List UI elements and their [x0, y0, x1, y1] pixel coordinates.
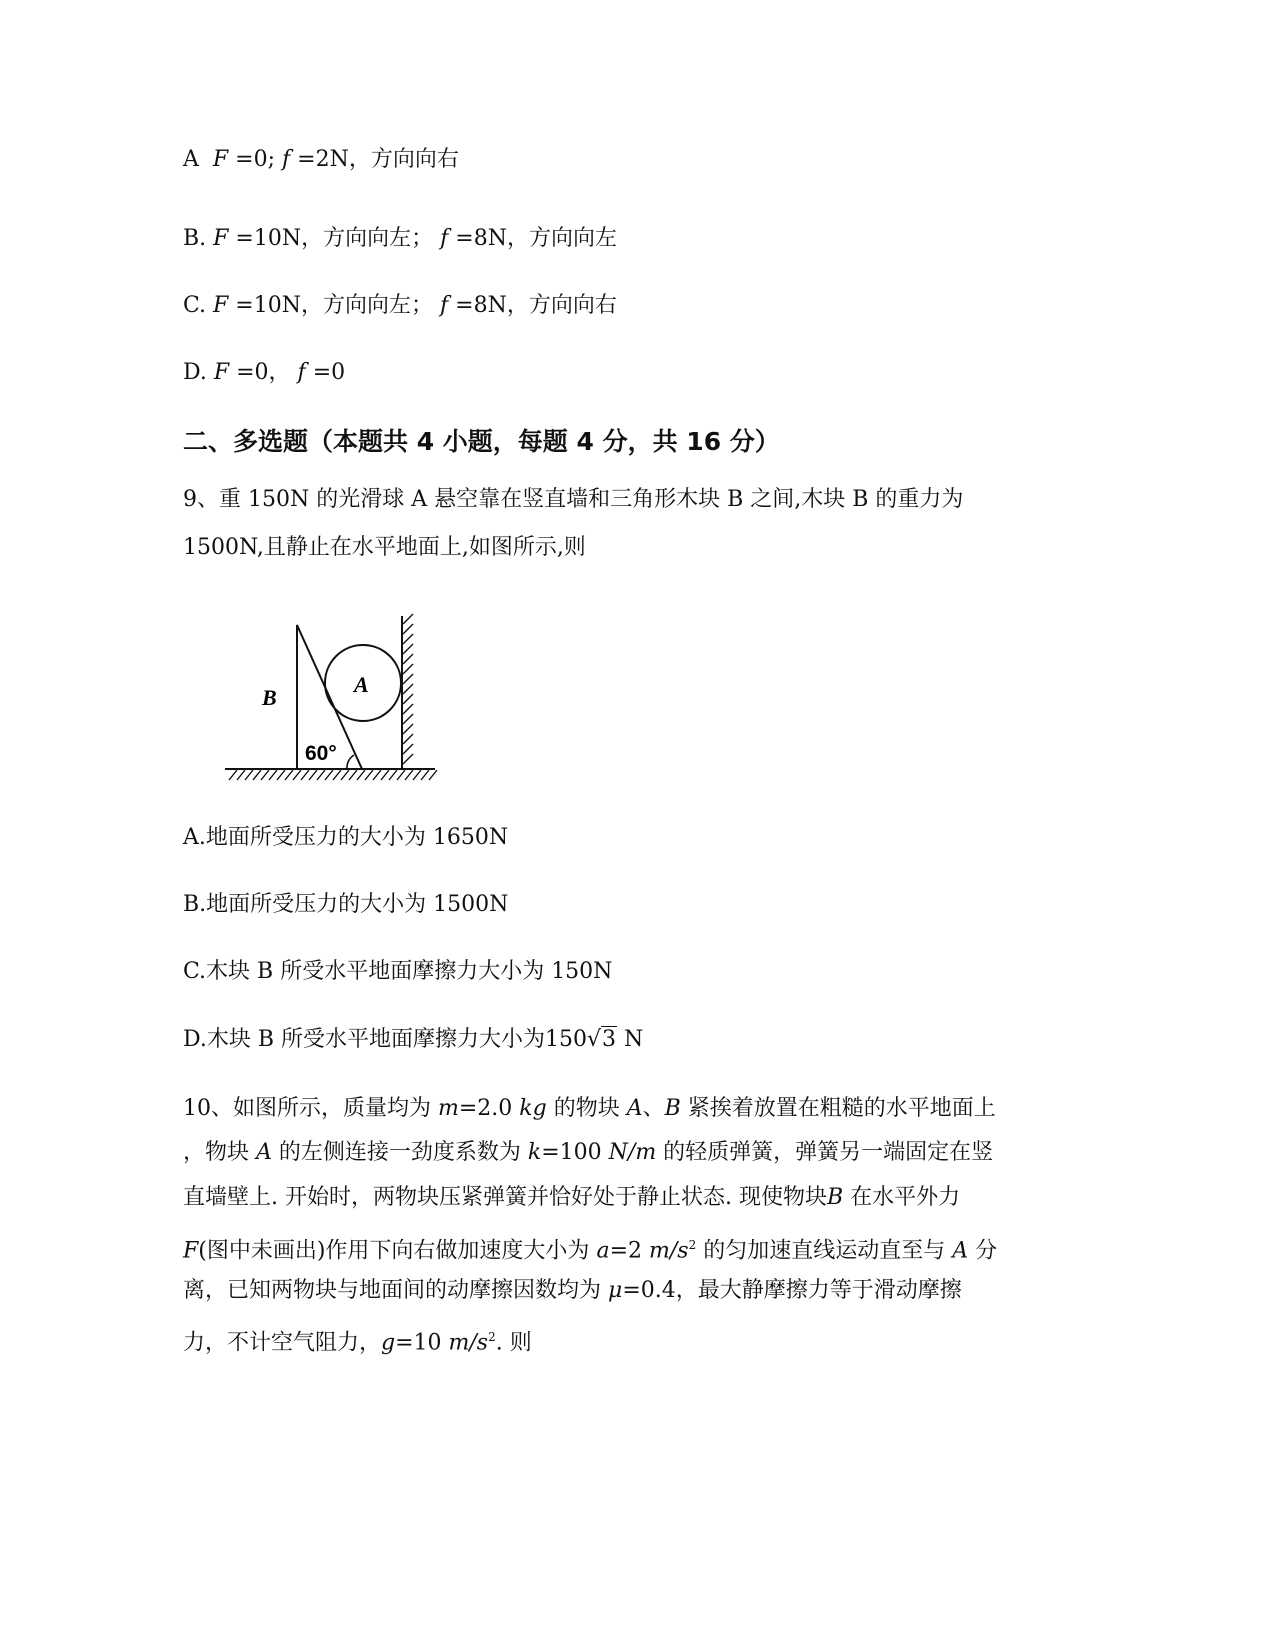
wall — [402, 614, 413, 769]
ground-hatch — [225, 769, 437, 780]
section-title: 二、多选题（本题共 4 小题，每题 4 分，共 16 分） — [183, 427, 780, 456]
option-c: C. F =10N，方向向左； f =8N，方向向右 — [183, 293, 617, 318]
option-d: D. F =0， f =0 — [183, 360, 346, 385]
q10-line2: ，物块 A 的左侧连接一劲度系数为 k=100 N/m 的轻质弹簧，弹簧另一端固定在竖 — [183, 1140, 994, 1165]
q9-figure — [225, 612, 445, 787]
q10-line5: 离，已知两物块与地面间的动摩擦因数均为 μ=0.4，最大静摩擦力等于滑动摩擦 — [183, 1278, 962, 1303]
angle-label: 60° — [305, 742, 337, 765]
label-a: A — [354, 672, 369, 697]
q10-line3: 直墙壁上. 开始时，两物块压紧弹簧并恰好处于静止状态. 现使物块B 在水平外力 — [183, 1185, 961, 1210]
q9-option-b: B.地面所受压力的大小为 1500N — [183, 892, 509, 917]
q9-stem-line1: 9、重 150N 的光滑球 A 悬空靠在竖直墙和三角形木块 B 之间,木块 B 的重力为 — [183, 487, 964, 512]
q9-option-d: D.木块 B 所受水平地面摩擦力大小为150√3 N — [183, 1025, 643, 1055]
angle-arc — [347, 755, 354, 769]
q10-line1: 10、如图所示，质量均为 m=2.0 kg 的物块 A、B 紧挨着放置在粗糙的水平地面上 — [183, 1096, 996, 1121]
q10-line4: F(图中未画出)作用下向右做加速度大小为 a=2 $m/s^2$ 的匀加速直线运动直至与 A 分 — [183, 1238, 998, 1264]
q9-option-c: C.木块 B 所受水平地面摩擦力大小为 150N — [183, 959, 613, 984]
q10-line6: 力，不计空气阻力，g=10 $m/s^2$. 则 — [183, 1330, 532, 1356]
label-b: B — [262, 685, 277, 710]
option-b: B. F =10N，方向向左； f =8N，方向向左 — [183, 226, 617, 251]
sqrt-symbol: √3 — [587, 1027, 617, 1052]
q9-stem-line2: 1500N,且静止在水平地面上,如图所示,则 — [183, 535, 586, 560]
option-a: A F =0; f =2N，方向向右 — [183, 147, 459, 172]
q9-option-a: A.地面所受压力的大小为 1650N — [183, 825, 509, 850]
